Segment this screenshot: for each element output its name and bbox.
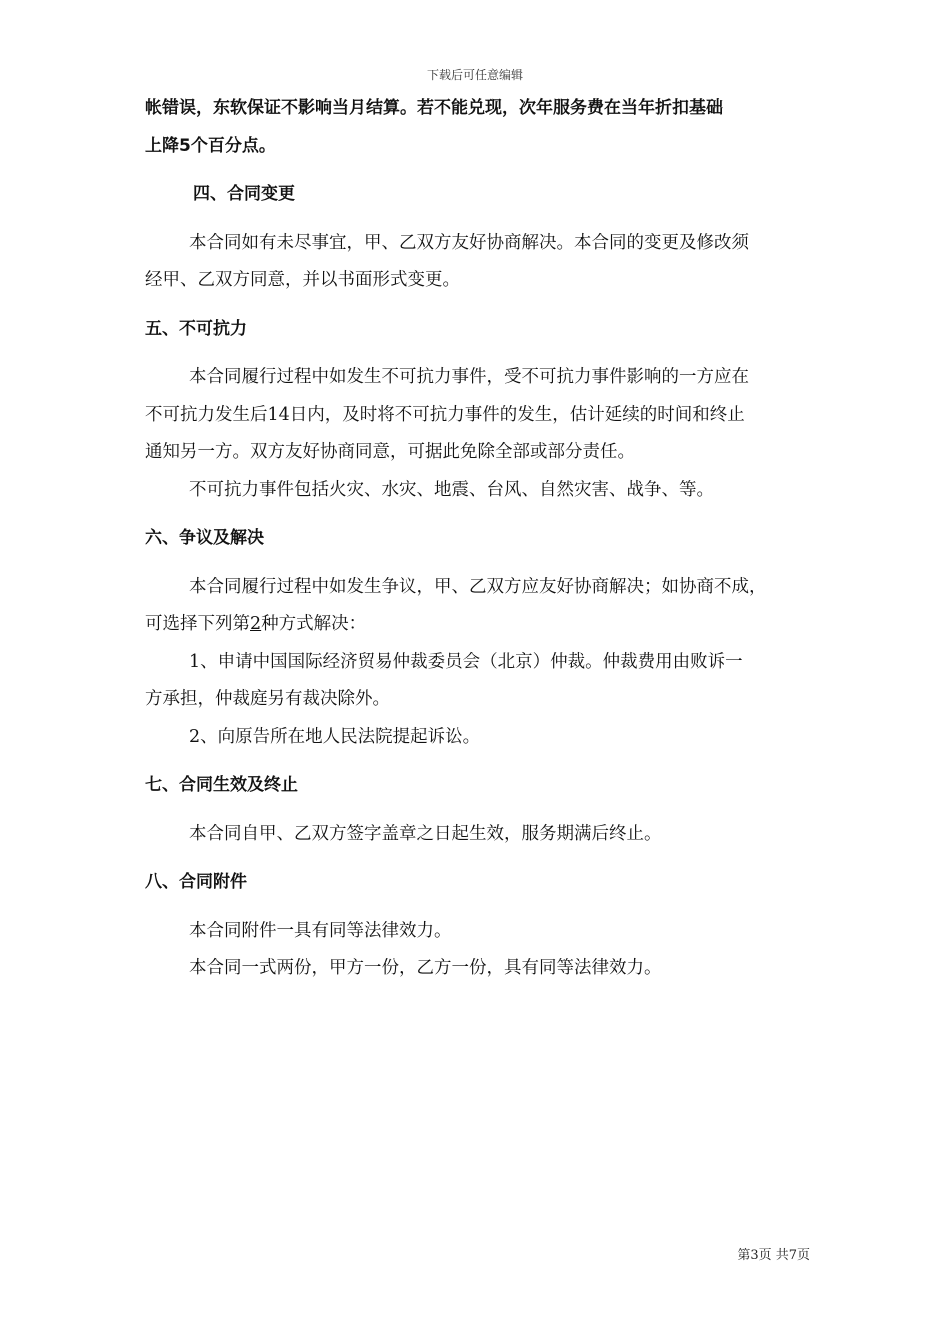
intro-line-1: 帐错误，东软保证不影响当月结算。若不能兑现，次年服务费在当年折扣基础 — [145, 98, 723, 118]
intro-line-2: 上降5个百分点。 — [145, 135, 276, 156]
section-6-option-prefix: 可选择下列第 — [145, 614, 250, 634]
document-body — [145, 90, 810, 988]
section-8-paragraph-2: 本合同一式两份，甲方一份，乙方一份，具有同等法律效力。 — [189, 958, 662, 978]
section-6-paragraph-line-2 — [145, 606, 810, 644]
section-5-paragraph-line-1: 本合同履行过程中如发生不可抗力事件，受不可抗力事件影响的一方应在 — [189, 367, 749, 387]
section-5-paragraph-line-2: 不可抗力发生后14日内，及时将不可抗力事件的发生，估计延续的时间和终止 — [145, 404, 745, 425]
section-8-paragraph-1: 本合同附件一具有同等法律效力。 — [189, 920, 452, 941]
section-6-option-number: 2 — [250, 614, 262, 634]
section-6-item-1-line-2: 方承担，仲裁庭另有裁决除外。 — [145, 689, 390, 709]
page-footer: 第3页 共7页 — [737, 1248, 810, 1263]
section-4-paragraph-line-1: 本合同如有未尽事宜，甲、乙双方友好协商解决。本合同的变更及修改须 — [189, 232, 749, 253]
section-5-paragraph-line-3: 通知另一方。双方友好协商同意，可据此免除全部或部分责任。 — [145, 442, 635, 462]
section-6-item-2: 2、向原告所在地人民法院提起诉讼。 — [189, 726, 481, 747]
section-6-option-suffix: 种方式解决： — [261, 614, 367, 634]
section-7-paragraph: 本合同自甲、乙双方签字盖章之日起生效，服务期满后终止。 — [189, 823, 662, 844]
section-5-heading: 五、不可抗力 — [145, 318, 247, 339]
page-header: 下载后可任意编辑 — [426, 68, 523, 82]
section-4-heading: 四、合同变更 — [193, 184, 295, 204]
section-4-paragraph-line-2: 经甲、乙双方同意，并以书面形式变更。 — [145, 270, 460, 290]
section-5-paragraph-2: 不可抗力事件包括火灾、水灾、地震、台风、自然灾害、战争、等。 — [189, 479, 714, 500]
section-6-paragraph-line-1: 本合同履行过程中如发生争议，甲、乙双方应友好协商解决；如协商不成， — [189, 576, 767, 597]
section-8-heading: 八、合同附件 — [145, 872, 247, 892]
section-6-item-1-line-1: 1、申请中国国际经济贸易仲裁委员会（北京）仲裁。仲裁费用由败诉一 — [189, 651, 743, 672]
section-6-heading: 六、争议及解决 — [145, 528, 264, 548]
section-7-heading: 七、合同生效及终止 — [145, 775, 298, 795]
